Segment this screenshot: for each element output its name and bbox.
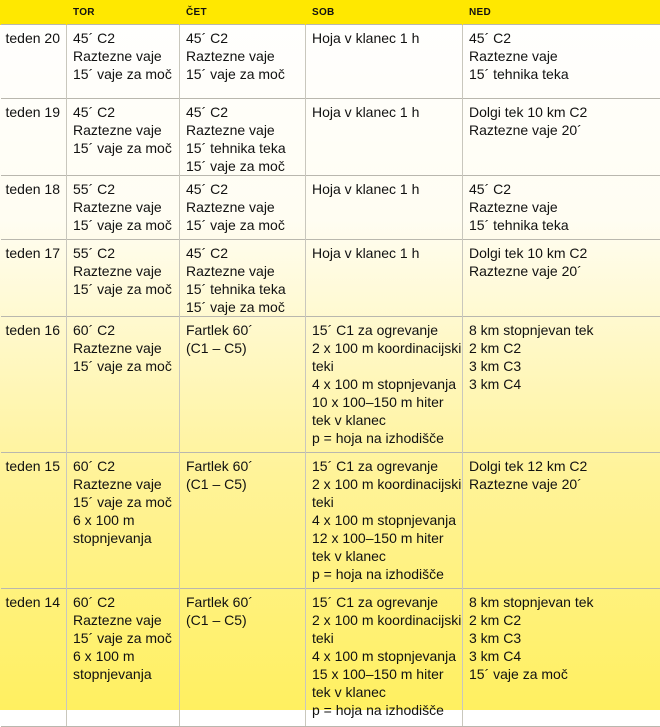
cell-tor <box>67 317 180 453</box>
cell-line: p = hoja na izhodišče <box>312 565 456 583</box>
header-row <box>1 0 660 25</box>
cell-line: 10 x 100–150 m hiter <box>312 393 456 411</box>
cell-line: 4 x 100 m stopnjevanja <box>312 647 456 665</box>
table-row <box>1 317 660 453</box>
cell-line: 15´ vaje za moč <box>186 65 299 83</box>
cell-ned <box>463 25 660 99</box>
cell-ned <box>463 453 660 589</box>
cell-line: 15´ tehnika teka <box>186 280 299 298</box>
cell-sob <box>306 176 463 240</box>
cell-line: (C1 – C5) <box>186 339 299 357</box>
table-row <box>1 453 660 589</box>
cell-cet <box>180 99 306 176</box>
cell-line: stopnjevanja <box>73 665 173 683</box>
cell-line: 15´ vaje za moč <box>73 216 173 234</box>
cell-sob <box>306 317 463 453</box>
cell-line: 2 x 100 m koordinacijski <box>312 475 456 493</box>
cell-line: 15´ vaje za moč <box>186 216 299 234</box>
header-tor: TOR <box>67 0 180 25</box>
cell-line: 45´ C2 <box>186 103 299 121</box>
table-body <box>1 25 660 727</box>
cell-line: 2 x 100 m koordinacijski <box>312 339 456 357</box>
cell-line: 3 km C3 <box>469 357 655 375</box>
cell-line: Raztezne vaje <box>186 262 299 280</box>
cell-line: 12 x 100–150 m hiter <box>312 529 456 547</box>
cell-tor <box>67 240 180 317</box>
cell-line: 15´ C1 za ogrevanje <box>312 593 456 611</box>
cell-line: 4 x 100 m stopnjevanja <box>312 375 456 393</box>
cell-line: Raztezne vaje <box>73 475 173 493</box>
cell-sob <box>306 25 463 99</box>
cell-line: 15´ vaje za moč <box>73 280 173 298</box>
cell-ned <box>463 99 660 176</box>
cell-line: Raztezne vaje <box>186 198 299 216</box>
cell-line: 15´ vaje za moč <box>73 65 173 83</box>
cell-line: 3 km C3 <box>469 629 655 647</box>
week-label: teden 20 <box>1 25 67 99</box>
cell-line: 2 km C2 <box>469 611 655 629</box>
week-label: teden 18 <box>1 176 67 240</box>
cell-line: tek v klanec <box>312 547 456 565</box>
cell-line: Raztezne vaje 20´ <box>469 475 655 493</box>
cell-line: 15´ C1 za ogrevanje <box>312 321 456 339</box>
cell-line: 3 km C4 <box>469 647 655 665</box>
cell-ned <box>463 240 660 317</box>
week-label: teden 14 <box>1 589 67 727</box>
cell-line: 55´ C2 <box>73 244 173 262</box>
table-row <box>1 99 660 176</box>
header-cet: ČET <box>180 0 306 25</box>
cell-line: Raztezne vaje <box>73 611 173 629</box>
cell-line: 15 x 100–150 m hiter <box>312 665 456 683</box>
week-label: teden 16 <box>1 317 67 453</box>
cell-line: tek v klanec <box>312 411 456 429</box>
cell-line: tek v klanec <box>312 683 456 701</box>
cell-line: Fartlek 60´ <box>186 457 299 475</box>
cell-cet <box>180 589 306 727</box>
cell-tor <box>67 25 180 99</box>
cell-line: 15´ vaje za moč <box>73 357 173 375</box>
cell-cet <box>180 176 306 240</box>
cell-line: 15´ tehnika teka <box>186 139 299 157</box>
cell-line: 2 km C2 <box>469 339 655 357</box>
cell-line: Raztezne vaje <box>469 47 655 65</box>
cell-line: 15´ C1 za ogrevanje <box>312 457 456 475</box>
cell-line: Dolgi tek 10 km C2 <box>469 103 655 121</box>
cell-line: Fartlek 60´ <box>186 321 299 339</box>
cell-line: 2 x 100 m koordinacijski <box>312 611 456 629</box>
table-row <box>1 176 660 240</box>
cell-line: Raztezne vaje <box>186 121 299 139</box>
table-header <box>1 0 660 25</box>
cell-line: 45´ C2 <box>469 180 655 198</box>
cell-line: Fartlek 60´ <box>186 593 299 611</box>
cell-line: Raztezne vaje <box>469 198 655 216</box>
cell-line: 45´ C2 <box>186 180 299 198</box>
cell-cet <box>180 317 306 453</box>
cell-line: Dolgi tek 10 km C2 <box>469 244 655 262</box>
cell-line: Hoja v klanec 1 h <box>312 103 456 121</box>
cell-line: 15´ tehnika teka <box>469 65 655 83</box>
week-label: teden 17 <box>1 240 67 317</box>
cell-line: 45´ C2 <box>73 29 173 47</box>
cell-line: 8 km stopnjevan tek <box>469 593 655 611</box>
cell-line: 6 x 100 m <box>73 647 173 665</box>
cell-line: (C1 – C5) <box>186 475 299 493</box>
cell-line: 60´ C2 <box>73 593 173 611</box>
cell-line: 15´ vaje za moč <box>73 493 173 511</box>
cell-tor <box>67 176 180 240</box>
cell-line: Raztezne vaje 20´ <box>469 121 655 139</box>
cell-line: Raztezne vaje <box>73 198 173 216</box>
cell-line: stopnjevanja <box>73 529 173 547</box>
cell-line: 8 km stopnjevan tek <box>469 321 655 339</box>
cell-line: Raztezne vaje <box>73 262 173 280</box>
cell-line: Hoja v klanec 1 h <box>312 244 456 262</box>
cell-line: Hoja v klanec 1 h <box>312 180 456 198</box>
header-week <box>1 0 67 25</box>
cell-line: 15´ vaje za moč <box>73 629 173 647</box>
cell-line: 15´ vaje za moč <box>469 665 655 683</box>
cell-line: (C1 – C5) <box>186 611 299 629</box>
cell-line: teki <box>312 357 456 375</box>
cell-line: Raztezne vaje <box>73 121 173 139</box>
cell-cet <box>180 453 306 589</box>
cell-line: Dolgi tek 12 km C2 <box>469 457 655 475</box>
cell-line: teki <box>312 629 456 647</box>
cell-tor <box>67 453 180 589</box>
cell-line: 6 x 100 m <box>73 511 173 529</box>
cell-sob <box>306 453 463 589</box>
cell-sob <box>306 589 463 727</box>
header-sob: SOB <box>306 0 463 25</box>
cell-line: p = hoja na izhodišče <box>312 429 456 447</box>
cell-line: 60´ C2 <box>73 457 173 475</box>
cell-ned <box>463 176 660 240</box>
cell-line: 4 x 100 m stopnjevanja <box>312 511 456 529</box>
cell-cet <box>180 240 306 317</box>
cell-line: Raztezne vaje <box>73 339 173 357</box>
cell-line: Raztezne vaje 20´ <box>469 262 655 280</box>
table-row <box>1 589 660 727</box>
week-label: teden 19 <box>1 99 67 176</box>
cell-line: 45´ C2 <box>186 29 299 47</box>
cell-line: 45´ C2 <box>469 29 655 47</box>
header-ned: NED <box>463 0 660 25</box>
cell-line: 45´ C2 <box>73 103 173 121</box>
cell-line: Raztezne vaje <box>186 47 299 65</box>
week-label: teden 15 <box>1 453 67 589</box>
cell-line: 3 km C4 <box>469 375 655 393</box>
cell-line: Raztezne vaje <box>73 47 173 65</box>
cell-line: teki <box>312 493 456 511</box>
cell-tor <box>67 99 180 176</box>
cell-line: 45´ C2 <box>186 244 299 262</box>
cell-sob <box>306 99 463 176</box>
cell-cet <box>180 25 306 99</box>
cell-ned <box>463 589 660 727</box>
cell-line: 15´ vaje za moč <box>186 298 299 316</box>
cell-line: 15´ vaje za moč <box>186 157 299 175</box>
cell-line: 15´ tehnika teka <box>469 216 655 234</box>
cell-tor <box>67 589 180 727</box>
cell-line: p = hoja na izhodišče <box>312 701 456 719</box>
cell-line: Hoja v klanec 1 h <box>312 29 456 47</box>
cell-sob <box>306 240 463 317</box>
cell-ned <box>463 317 660 453</box>
table-row <box>1 25 660 99</box>
cell-line: 55´ C2 <box>73 180 173 198</box>
cell-line: 15´ vaje za moč <box>73 139 173 157</box>
table-row <box>1 240 660 317</box>
cell-line: 60´ C2 <box>73 321 173 339</box>
